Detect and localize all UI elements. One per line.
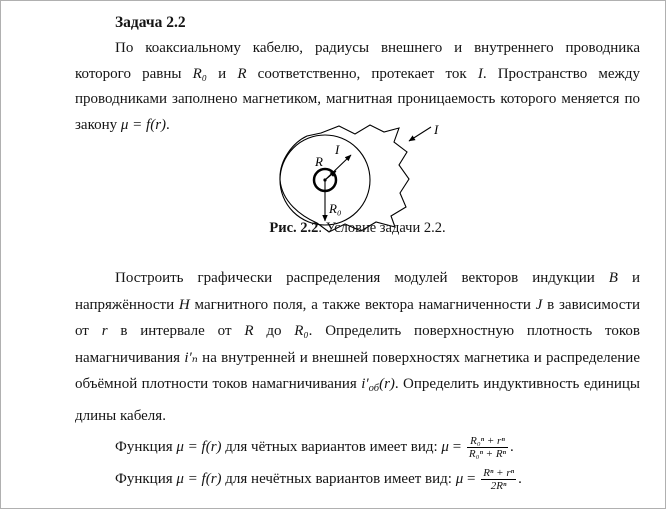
magnetic-medium-boundary	[279, 125, 408, 232]
problem-statement: По коаксиальному кабелю, радиусы внешнего и внутреннего проводника которого равны R₀ и R соответственно, протекает ток I. Пространство между проводниками заполнено магнетиком, магнитная проницаемость которого меняется по закону μ = f(r).	[75, 40, 640, 133]
current-outer-label: I	[433, 122, 438, 137]
radius-inner-label: R	[314, 154, 323, 169]
outer-current-arrow	[409, 127, 431, 141]
fraction-even	[467, 435, 508, 461]
problem-title: Задача 2.2	[115, 14, 186, 31]
formula-even-line	[75, 433, 640, 461]
fraction-odd-denominator: 2Rⁿ	[490, 480, 507, 493]
figure-caption: Рис. 2.2. Условие задачи 2.2.	[269, 220, 446, 236]
formula-even-period: .	[510, 439, 514, 456]
fraction-even-numerator: R₀ⁿ + rⁿ	[467, 435, 508, 449]
formula-odd-line	[75, 465, 640, 493]
formula-even-text: Функция μ = f(r) для чётных вариантов имеет вид: μ =	[115, 439, 465, 456]
radius-outer-label: R₀	[328, 201, 341, 216]
task-description: Построить графически распределения модулей векторов индукции B и напряжённости H магнитного поля, а также вектора намагниченности J в зависимости от r в интервале от R до R₀. Определить поверхностную плотность токов намагничивания i′ₙ на внутренней и внешней поверхностях магнетика и распределение объёмной плотности токов намагничивания $i'_{об}(r)$. Определить индуктивность единицы длины кабеля.	[75, 270, 641, 424]
fraction-even-denominator: R₀ⁿ + Rⁿ	[468, 448, 507, 461]
fraction-odd-numerator: Rⁿ + rⁿ	[483, 466, 515, 479]
fraction-odd	[481, 467, 516, 493]
formula-odd-text: Функция μ = f(r) для нечётных вариантов имеет вид: μ =	[115, 471, 480, 488]
formula-odd-period: .	[518, 471, 522, 488]
current-inner-label: I	[334, 142, 339, 157]
